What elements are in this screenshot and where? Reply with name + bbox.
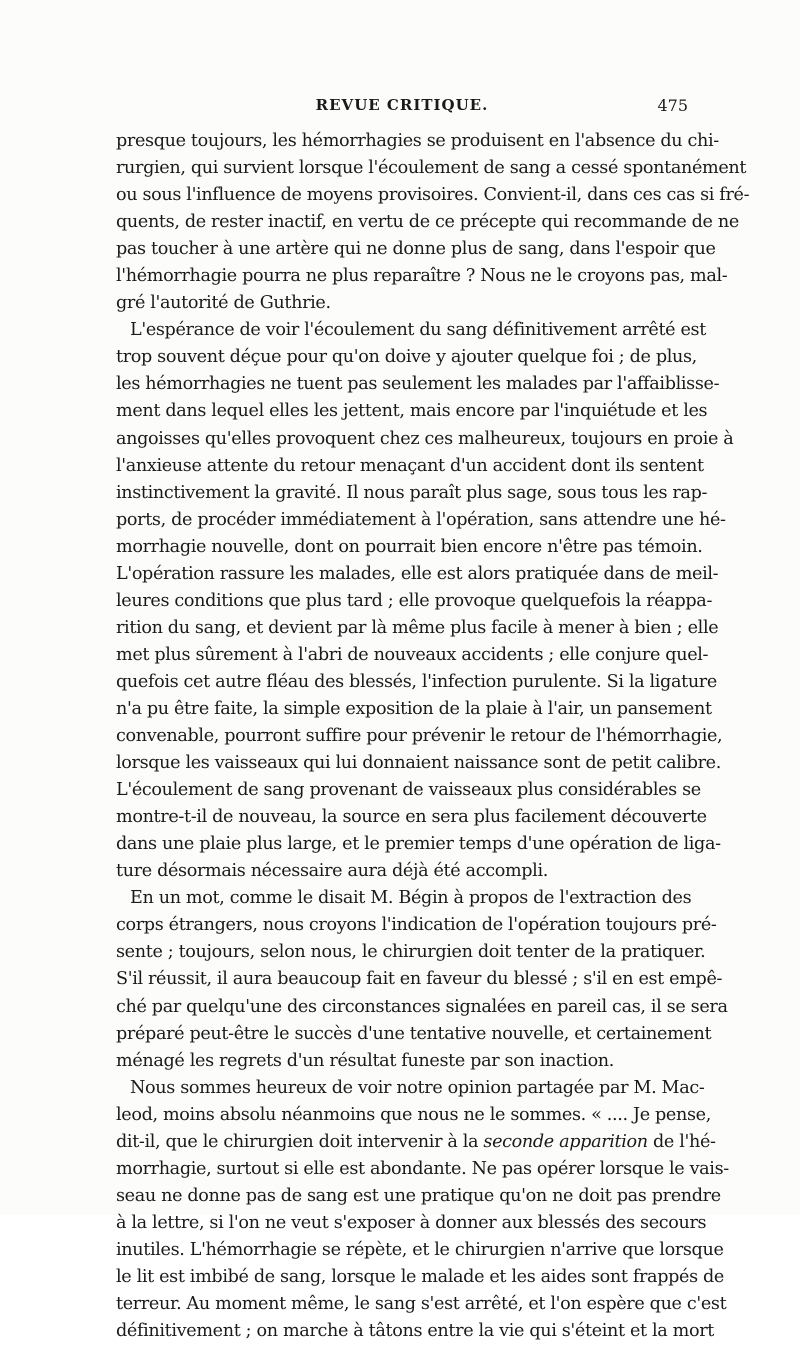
text-line [116, 885, 692, 912]
text-line [116, 317, 706, 344]
text-line [116, 290, 688, 317]
text-segment: dit-il, que le chirurgien doit intervenir à la [116, 1131, 484, 1152]
text-line [116, 182, 750, 209]
text-segment: les hémorrhagies ne tuent pas seulement les malades par l'affaiblisse- [116, 374, 720, 395]
text-line [116, 1264, 724, 1291]
text-segment: ture désormais nécessaire aura déjà été accompli. [116, 861, 548, 882]
text-segment: angoisses qu'elles provoquent chez ces malheureux, toujours en proie à [116, 428, 734, 449]
text-segment: L'opération rassure les malades, elle est alors pratiquée dans de meil- [116, 563, 719, 584]
text-line [116, 507, 726, 534]
text-segment: dans une plaie plus large, et le premier temps d'une opération de liga- [116, 834, 721, 855]
text-line [116, 642, 709, 669]
text-segment: montre-t-il de nouveau, la source en sera plus facilement découverte [116, 807, 707, 828]
text-segment: met plus sûrement à l'abri de nouveaux accidents ; elle conjure quel- [116, 644, 709, 665]
text-segment: instinctivement la gravité. Il nous paraît plus sage, sous tous les rap- [116, 482, 708, 503]
text-segment: gré l'autorité de Guthrie. [116, 293, 331, 314]
text-line [116, 1318, 715, 1345]
text-segment: presque toujours, les hémorrhagies se produisent en l'absence du chi- [116, 131, 719, 151]
text-line [116, 777, 701, 804]
text-line [116, 1183, 721, 1210]
text-segment: de l'hé- [647, 1131, 716, 1152]
running-title: REVUE CRITIQUE. [315, 96, 489, 114]
text-segment: pas toucher à une artère qui ne donne plus de sang, dans l'espoir que [116, 239, 716, 260]
text-line [116, 696, 712, 723]
text-segment: leures conditions que plus tard ; elle provoque quelquefois la réappa- [116, 590, 713, 611]
text-segment: à la lettre, si l'on ne veut s'exposer à donner aux blessés des secours [116, 1212, 707, 1233]
page-number: 475 [657, 96, 688, 115]
text-line [116, 561, 719, 588]
text-segment: trop souvent déçue pour qu'on doive y ajouter quelque foi ; de plus, [116, 347, 697, 368]
text-segment: ment dans lequel elles les jettent, mais encore par l'inquiétude et les [116, 401, 708, 422]
text-line [116, 588, 713, 615]
text-segment: morrhagie nouvelle, dont on pourrait bien encore n'être pas témoin. [116, 536, 703, 557]
text-segment: ports, de procéder immédiatement à l'opération, sans attendre une hé- [116, 509, 726, 530]
text-line [116, 209, 739, 236]
text-segment: seau ne donne pas de sang est une pratique qu'on ne doit pas prendre [116, 1185, 721, 1206]
text-line [116, 994, 728, 1021]
text-segment: inutiles. L'hémorrhagie se répète, et le chirurgien n'arrive que lorsque [116, 1239, 724, 1260]
text-line [116, 398, 708, 425]
text-segment: préparé peut-être le succès d'une tentative nouvelle, et certainement [116, 1023, 712, 1044]
text-segment: le lit est imbibé de sang, lorsque le malade et les aides sont frappés de [116, 1266, 724, 1287]
text-segment: l'anxieuse attente du retour menaçant d'un accident dont ils sentent [116, 455, 704, 476]
text-segment: Nous sommes heureux de voir notre opinion partagée par M. Mac- [130, 1077, 705, 1098]
text-segment: quefois cet autre fléau des blessés, l'infection purulente. Si la ligature [116, 671, 717, 692]
text-segment: lorsque les vaisseaux qui lui donnaient naissance sont de petit calibre. [116, 753, 721, 774]
body-text [116, 128, 750, 1345]
text-line [116, 1048, 688, 1075]
text-line [116, 155, 747, 182]
text-segment: ché par quelqu'une des circonstances signalées en pareil cas, il se sera [116, 996, 728, 1017]
text-line [116, 615, 719, 642]
text-segment: terreur. Au moment même, le sang s'est arrêté, et l'on espère que c'est [116, 1294, 727, 1315]
text-segment: rition du sang, et devient par là même plus facile à mener à bien ; elle [116, 617, 719, 638]
text-line [116, 534, 703, 561]
text-line [116, 344, 697, 371]
text-segment: ou sous l'influence de moyens provisoires. Convient-il, dans ces cas si fré- [116, 185, 750, 206]
text-segment: S'il réussit, il aura beaucoup fait en faveur du blessé ; s'il en est empê- [116, 969, 723, 990]
text-segment: n'a pu être faite, la simple exposition de la plaie à l'air, un pansement [116, 698, 712, 719]
text-line [116, 1075, 705, 1102]
text-segment: ménagé les regrets d'un résultat funeste par son inaction. [116, 1050, 615, 1071]
text-line [116, 858, 688, 885]
text-line [116, 723, 723, 750]
text-line [116, 128, 719, 155]
text-line [116, 939, 706, 966]
text-segment: En un mot, comme le disait M. Bégin à propos de l'extraction des [130, 888, 692, 909]
text-segment: convenable, pourront suffire pour prévenir le retour de l'hémorrhagie, [116, 726, 723, 747]
text-line [116, 1129, 716, 1156]
text-line [116, 966, 723, 993]
text-segment: rurgien, qui survient lorsque l'écoulement de sang a cessé spontanément [116, 158, 747, 179]
text-segment: l'hémorrhagie pourra ne plus reparaître ? Nous ne le croyons pas, mal- [116, 266, 728, 287]
text-line [116, 912, 717, 939]
text-segment: L'espérance de voir l'écoulement du sang définitivement arrêté est [130, 320, 706, 341]
text-line [116, 1021, 712, 1048]
text-line [116, 1210, 707, 1237]
text-segment: morrhagie, surtout si elle est abondante. Ne pas opérer lorsque le vais- [116, 1158, 729, 1179]
text-line [116, 804, 707, 831]
text-segment: quents, de rester inactif, en vertu de ce précepte qui recommande de ne [116, 212, 739, 233]
text-segment: sente ; toujours, selon nous, le chirurgien doit tenter de la pratiquer. [116, 942, 706, 963]
text-line [116, 480, 708, 507]
text-line [116, 831, 721, 858]
text-segment: L'écoulement de sang provenant de vaisseaux plus considérables se [116, 780, 701, 801]
text-line [116, 1237, 724, 1264]
text-line [116, 669, 717, 696]
text-segment: leod, moins absolu néanmoins que nous ne le sommes. « .... Je pense, [116, 1104, 711, 1125]
text-line [116, 426, 734, 453]
running-head [116, 96, 688, 120]
text-line [116, 263, 728, 290]
text-line [116, 453, 704, 480]
text-line [116, 1102, 711, 1129]
text-line [116, 750, 721, 777]
italic-phrase: seconde apparition [483, 1131, 648, 1152]
text-line [116, 1291, 727, 1318]
text-segment: corps étrangers, nous croyons l'indication de l'opération toujours pré- [116, 915, 717, 936]
text-line [116, 1156, 729, 1183]
text-line [116, 371, 720, 398]
text-line [116, 236, 716, 263]
text-segment: définitivement ; on marche à tâtons entre la vie qui s'éteint et la mort [116, 1321, 715, 1342]
